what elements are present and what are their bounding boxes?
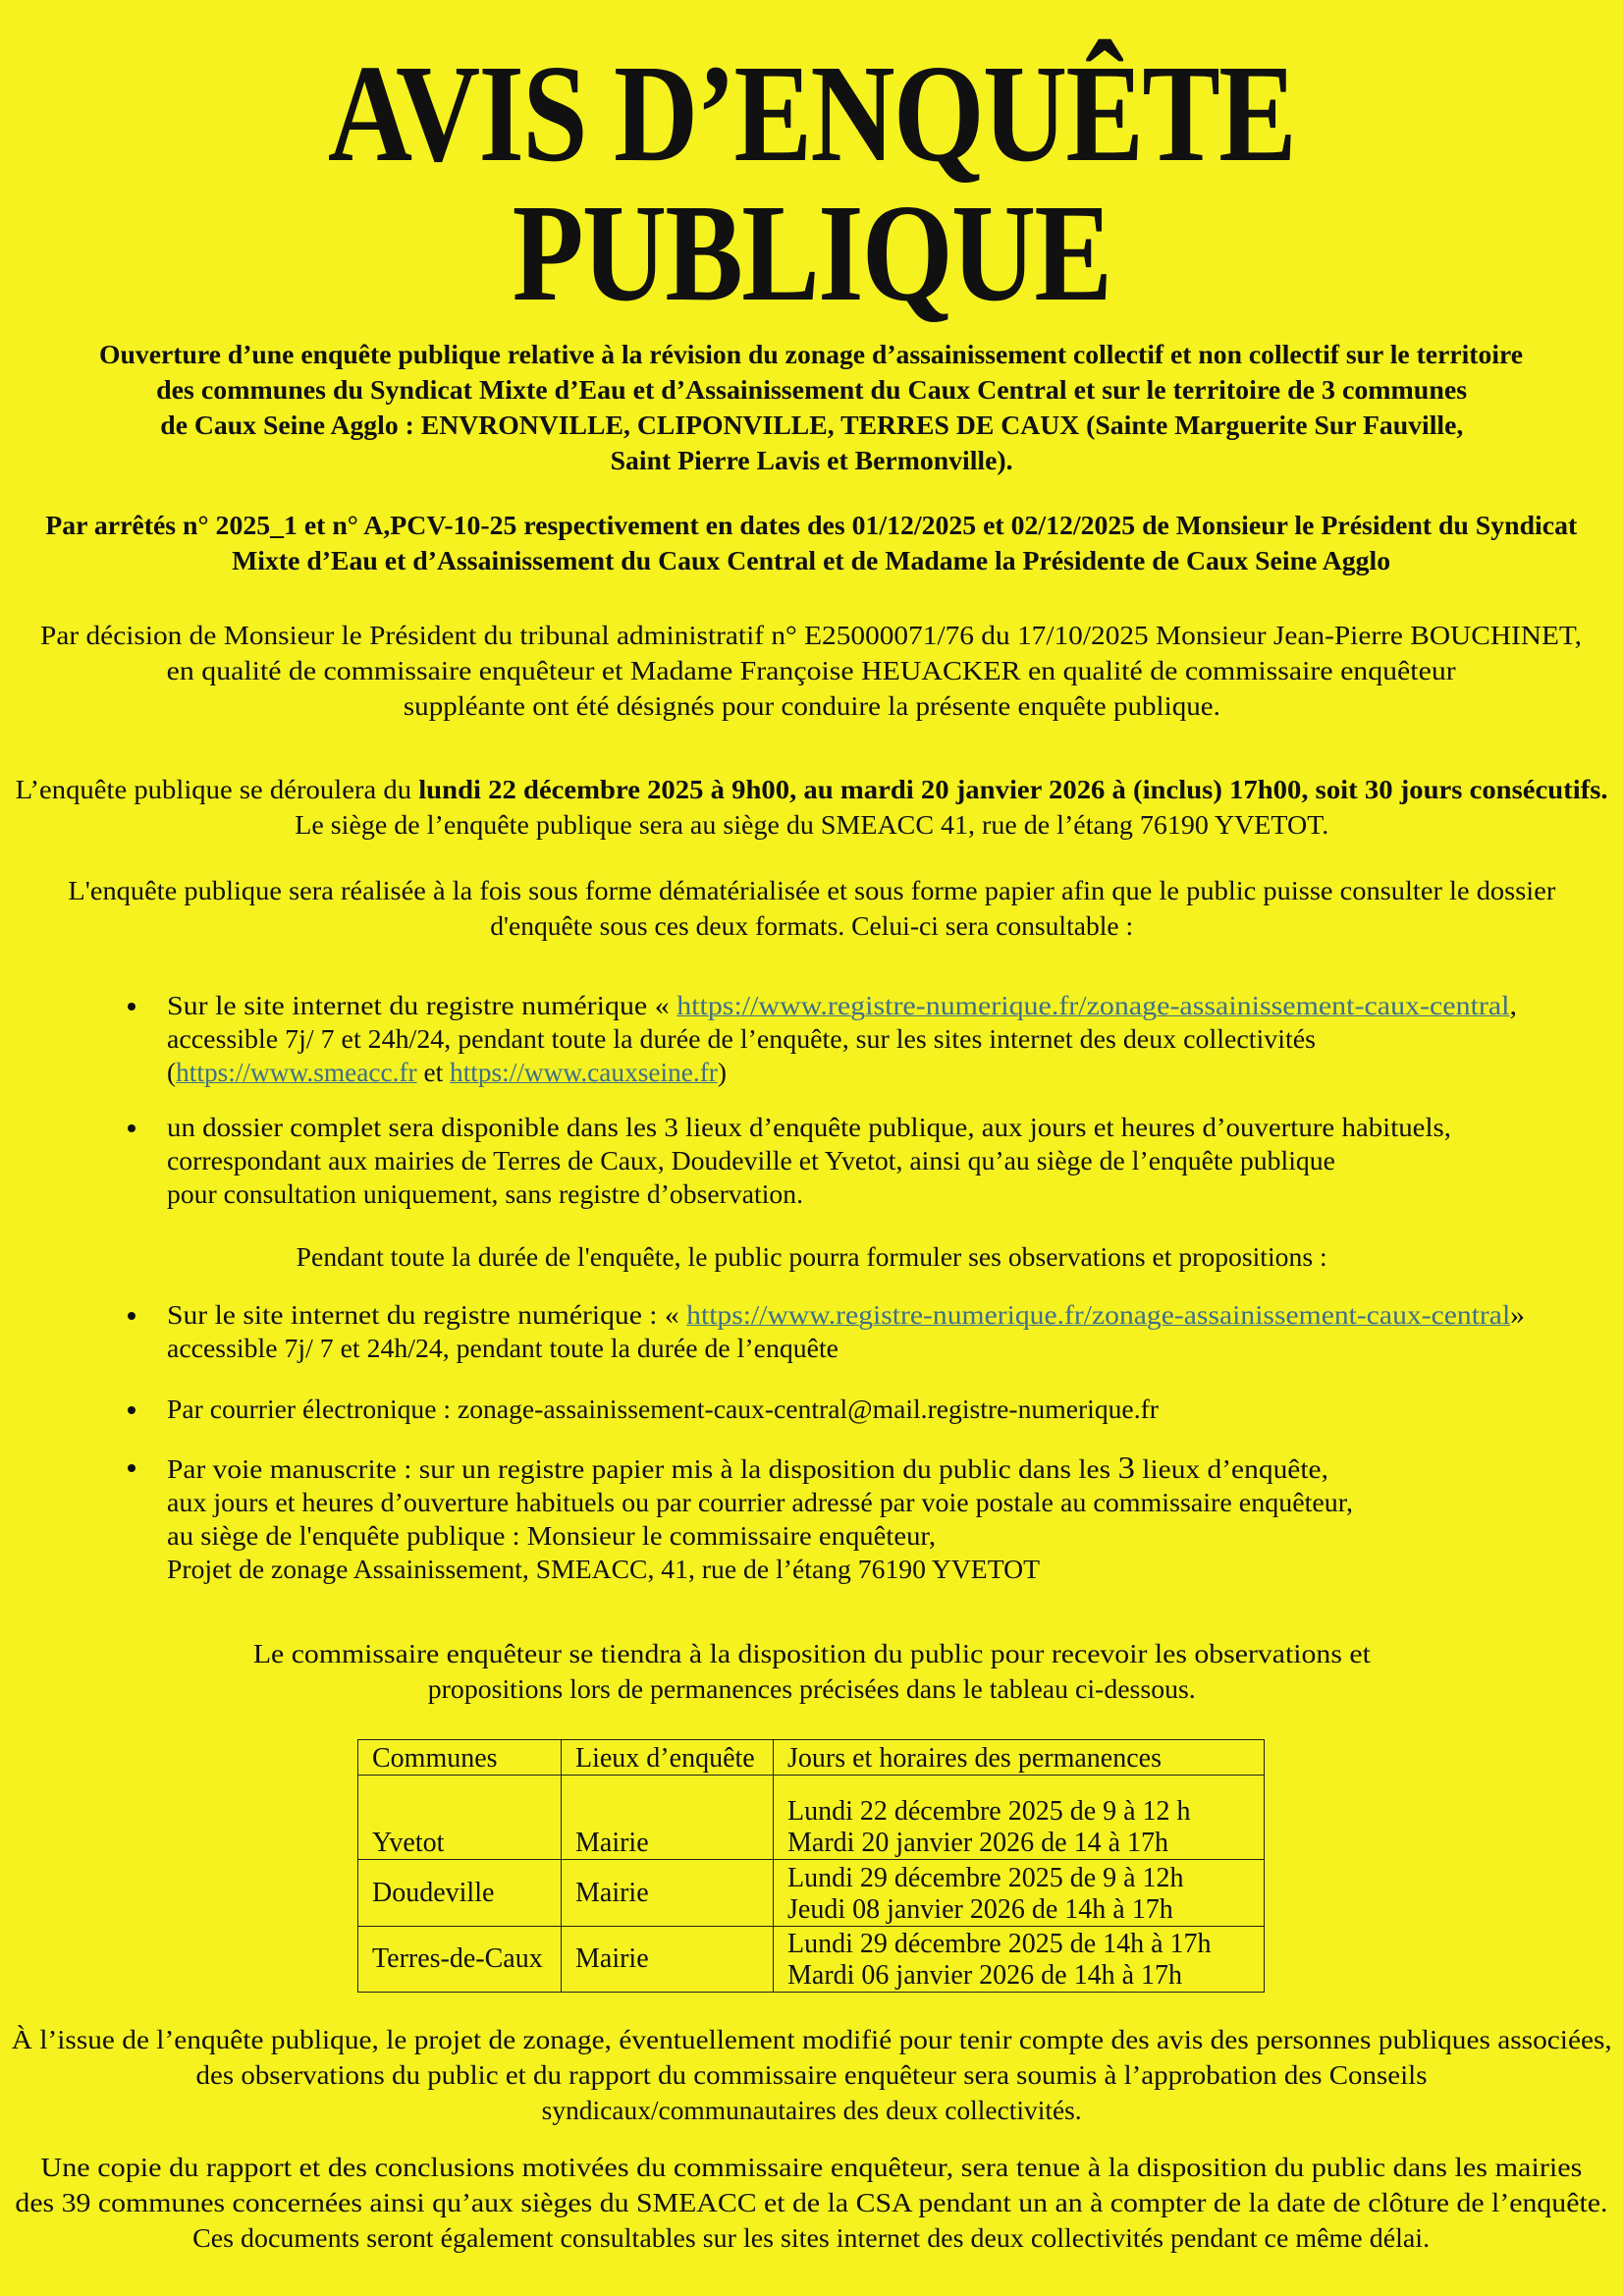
- intro-line: Ouverture d’une enquête publique relative à la révision du zonage d’assainissement collectif et non collectif sur le territoire: [99, 340, 1524, 369]
- table-row: [358, 1776, 1265, 1860]
- bullet-text: Sur le site internet du registre numérique : «: [167, 1300, 687, 1330]
- bullet-icon: [128, 1003, 135, 1011]
- bullet-line: Projet de zonage Assainissement, SMEACC, 41, rue de l’étang 76190 YVETOT: [167, 1555, 1040, 1584]
- cell-commune: Yvetot: [358, 1776, 562, 1860]
- arretes-paragraph: [0, 508, 1623, 578]
- cell-horaires: [774, 1776, 1265, 1860]
- bullet-text: ,: [1509, 991, 1517, 1020]
- bullet-line: un dossier complet sera disponible dans les 3 lieux d’enquête publique, aux jours et heures d’ouverture habituels,: [167, 1113, 1451, 1142]
- notice-title-line2: PUBLIQUE: [512, 175, 1111, 330]
- bullet-text: Par voie manuscrite : sur un registre papier mis à la disposition du public dans les: [167, 1454, 1118, 1484]
- horaire-line: Mardi 06 janvier 2026 de 14h à 17h: [787, 1960, 1183, 1991]
- bullet-text: et: [416, 1058, 451, 1087]
- header-horaires: Jours et horaires des permanences: [774, 1740, 1265, 1776]
- bullet-text: »: [1510, 1300, 1525, 1330]
- formats-line: d'enquête sous ces deux formats. Celui-ci sera consultable :: [489, 911, 1133, 941]
- bullet-line: [167, 1450, 1328, 1486]
- bullet-text: (: [167, 1058, 177, 1087]
- horaire-line: Mardi 20 janvier 2026 de 14 à 17h: [787, 1828, 1169, 1858]
- bullet-text: lieux d’enquête,: [1134, 1454, 1328, 1484]
- bullet-line: [167, 1298, 1525, 1332]
- permanences-table: [357, 1739, 1265, 1993]
- intro-line: de Caux Seine Agglo : ENVRONVILLE, CLIPONVILLE, TERRES DE CAUX (Sainte Marguerite Sur Fauville,: [159, 410, 1463, 440]
- bullet-line: accessible 7j/ 7 et 24h/24, pendant toute la durée de l’enquête, sur les sites internet des deux collectivités: [167, 1024, 1316, 1054]
- issue-line: À l’issue de l’enquête publique, le projet de zonage, éventuellement modifié pour tenir compte des avis des personnes publiques associées,: [11, 2025, 1612, 2054]
- horaire-line: Lundi 22 décembre 2025 de 9 à 12 h: [787, 1796, 1191, 1827]
- bullet-line: [167, 989, 1517, 1022]
- cell-lieu: Mairie: [562, 1776, 774, 1860]
- dates-period: lundi 22 décembre 2025 à 9h00, au mardi 20 janvier 2026 à (inclus) 17h00, soit 30 jours consécutifs.: [418, 775, 1608, 804]
- horaire-line: Jeudi 08 janvier 2026 de 14h à 17h: [787, 1894, 1173, 1925]
- bullet-text: ): [717, 1058, 727, 1087]
- issue-line: syndicaux/communautaires des deux collectivités.: [541, 2096, 1082, 2125]
- registre-link[interactable]: https://www.registre-numerique.fr/zonage-assainissement-caux-central: [686, 1300, 1511, 1330]
- cell-horaires: [774, 1860, 1265, 1927]
- formats-paragraph: [0, 873, 1623, 944]
- cell-commune: Doudeville: [358, 1860, 562, 1927]
- permanences-line: propositions lors de permanences précisées dans le tableau ci-dessous.: [427, 1674, 1196, 1704]
- header-communes: Communes: [358, 1740, 562, 1776]
- bullet-icon: [128, 1124, 135, 1132]
- bullet-icon: [128, 1312, 135, 1320]
- dates-prefix: L’enquête publique se déroulera du: [15, 775, 419, 804]
- lieux-count: 3: [1117, 1449, 1135, 1485]
- decision-line: Par décision de Monsieur le Président du tribunal administratif n° E25000071/76 du 17/10/2025 Monsieur Jean-Pierre BOUCHINET,: [40, 621, 1583, 650]
- issue-line: des observations du public et du rapport du commissaire enquêteur sera soumis à l’approbation des Conseils: [195, 2060, 1428, 2090]
- decision-paragraph: [0, 618, 1623, 724]
- siege-line: Le siège de l’enquête publique sera au siège du SMEACC 41, rue de l’étang 76190 YVETOT.: [294, 810, 1328, 840]
- observations-intro: [0, 1239, 1623, 1275]
- copie-line: Une copie du rapport et des conclusions motivées du commissaire enquêteur, sera tenue à la disposition du public dans les mairies: [40, 2153, 1583, 2182]
- dates-paragraph: [0, 772, 1623, 843]
- cell-commune: Terres-de-Caux: [358, 1927, 562, 1993]
- bullet-icon: [128, 1406, 135, 1414]
- decision-line: suppléante ont été désignés pour conduire la présente enquête publique.: [403, 691, 1220, 721]
- intro-line: Saint Pierre Lavis et Bermonville).: [610, 446, 1013, 475]
- bullet-icon: [128, 1464, 135, 1472]
- cauxseine-link[interactable]: https://www.cauxseine.fr: [450, 1058, 718, 1087]
- observations-intro-line: Pendant toute la durée de l'enquête, le public pourra formuler ses observations et propositions :: [296, 1242, 1327, 1272]
- table-row: [358, 1927, 1265, 1993]
- header-lieux: Lieux d’enquête: [562, 1740, 774, 1776]
- smeacc-link[interactable]: https://www.smeacc.fr: [176, 1058, 417, 1087]
- bullet-line: [167, 1056, 727, 1089]
- decision-line: en qualité de commissaire enquêteur et Madame Françoise HEUACKER en qualité de commissaire enquêteur: [166, 656, 1456, 685]
- bullet-line: pour consultation uniquement, sans registre d’observation.: [167, 1179, 803, 1209]
- bullet-line: aux jours et heures d’ouverture habituels ou par courrier adressé par voie postale au commissaire enquêteur,: [167, 1488, 1353, 1517]
- notice-title-line1: AVIS D’ENQUÊTE: [327, 35, 1296, 191]
- issue-paragraph: [0, 2022, 1623, 2128]
- arretes-line: Mixte d’Eau et d’Assainissement du Caux Central et de Madame la Présidente de Caux Seine Agglo: [232, 546, 1391, 575]
- table-row: [358, 1860, 1265, 1927]
- intro-paragraph: [0, 337, 1623, 478]
- bullet-line: au siège de l'enquête publique : Monsieur le commissaire enquêteur,: [167, 1521, 936, 1551]
- copie-line: Ces documents seront également consultables sur les sites internet des deux collectivités pendant ce même délai.: [192, 2223, 1431, 2253]
- horaire-line: Lundi 29 décembre 2025 de 9 à 12h: [787, 1863, 1184, 1893]
- cell-lieu: Mairie: [562, 1927, 774, 1993]
- permanences-intro: [0, 1636, 1623, 1707]
- cell-lieu: Mairie: [562, 1860, 774, 1927]
- copie-paragraph: [0, 2150, 1623, 2256]
- bullet-line: correspondant aux mairies de Terres de Caux, Doudeville et Yvetot, ainsi qu’au siège de l’enquête publique: [167, 1146, 1335, 1175]
- bullet-line: accessible 7j/ 7 et 24h/24, pendant toute la durée de l’enquête: [167, 1334, 839, 1363]
- permanences-line: Le commissaire enquêteur se tiendra à la disposition du public pour recevoir les observations et: [252, 1639, 1371, 1668]
- cell-horaires: [774, 1927, 1265, 1993]
- bullet-text: Sur le site internet du registre numérique «: [167, 991, 677, 1020]
- dates-line: [16, 772, 1608, 807]
- intro-line: des communes du Syndicat Mixte d’Eau et d’Assainissement du Caux Central et sur le territoire de 3 communes: [155, 375, 1467, 405]
- arretes-line: Par arrêtés n° 2025_1 et n° A,PCV-10-25 respectivement en dates des 01/12/2025 et 02/12/2025 de Monsieur le Président du Syndicat: [45, 511, 1578, 540]
- registre-link[interactable]: https://www.registre-numerique.fr/zonage-assainissement-caux-central: [676, 991, 1510, 1020]
- table-header-row: [358, 1740, 1265, 1776]
- email-line: Par courrier électronique : zonage-assainissement-caux-central@mail.registre-numerique.fr: [167, 1394, 1159, 1424]
- horaire-line: Lundi 29 décembre 2025 de 14h à 17h: [787, 1929, 1212, 1959]
- copie-line: des 39 communes concernées ainsi qu’aux sièges du SMEACC et de la CSA pendant un an à compter de la date de clôture de l’enquête.: [15, 2188, 1608, 2217]
- formats-line: L'enquête publique sera réalisée à la fois sous forme dématérialisée et sous forme papier afin que le public puisse consulter le dossier: [68, 876, 1555, 905]
